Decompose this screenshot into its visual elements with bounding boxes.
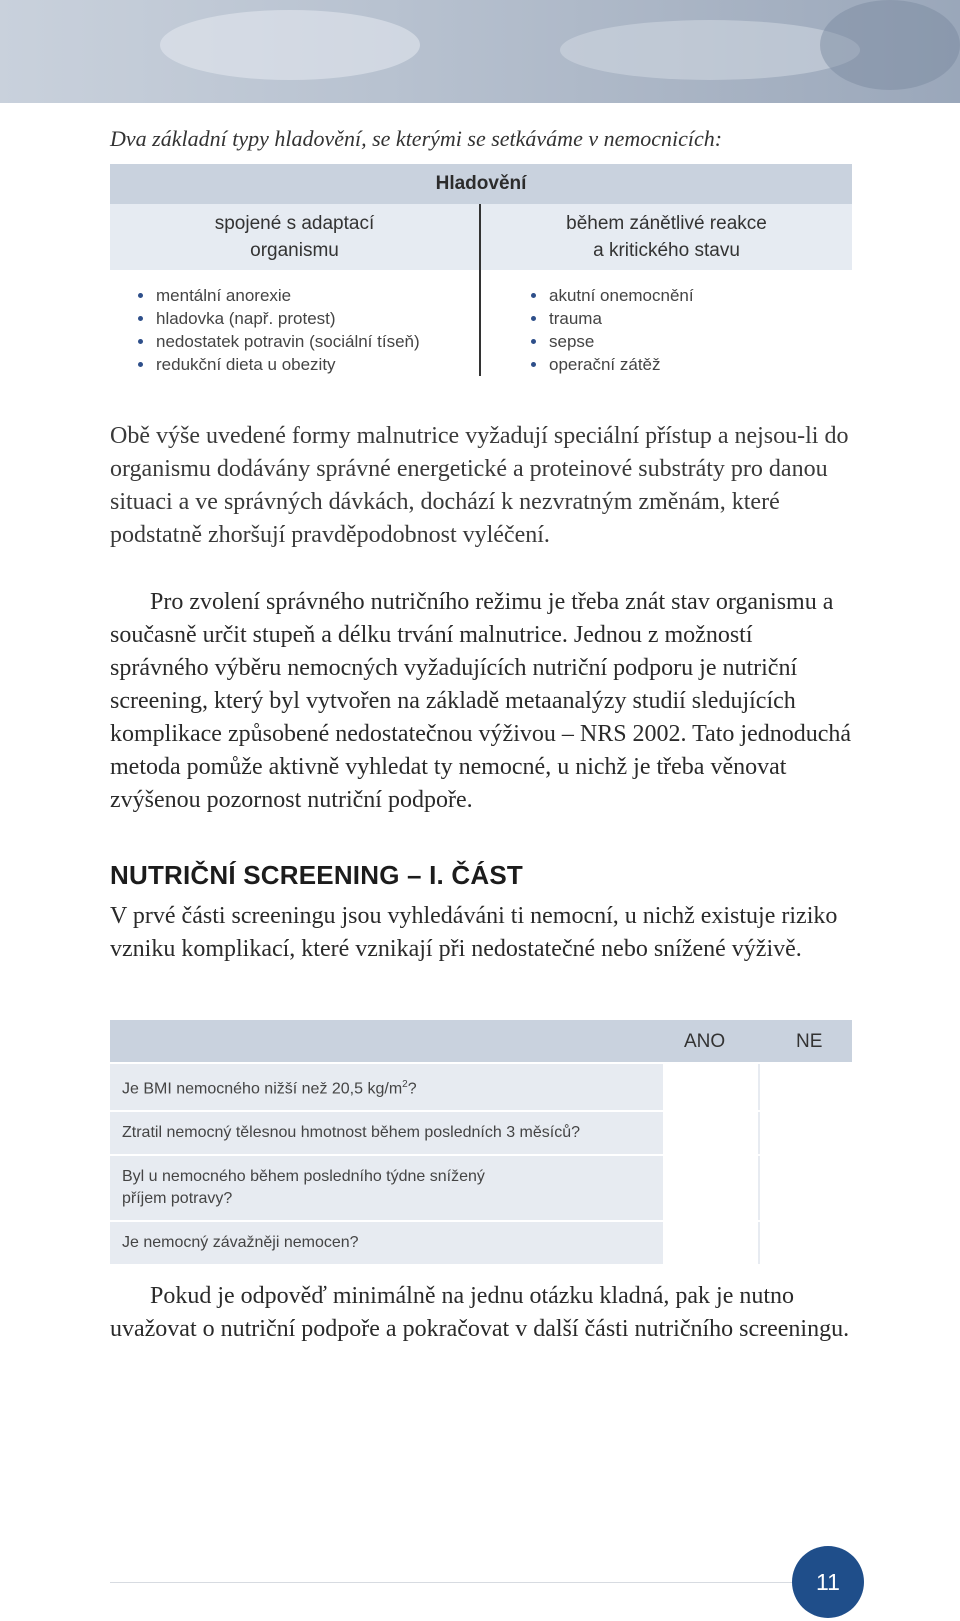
list-item: akutní onemocnění xyxy=(531,284,852,307)
answer-no-cell[interactable] xyxy=(758,1064,852,1110)
paragraph-malnutrition: Obě výše uvedené formy malnutrice vyžadují speciální přístup a nejsou-li do organismu dodávány správné energetické a proteinové substráty pro danou situaci a ve správných dávkách, dochází k nezvratným změnám, které podstatně zhoršují pravděpodobnost vyléčení. xyxy=(110,423,849,548)
adaptation-column xyxy=(110,204,481,376)
section-heading: NUTRIČNÍ SCREENING – I. ČÁST xyxy=(110,860,523,890)
column-yes: ANO xyxy=(684,1031,726,1052)
inflammation-column xyxy=(481,204,852,376)
page-number-badge: 11 xyxy=(792,1546,864,1618)
list-item: hladovka (např. protest) xyxy=(138,307,479,330)
footer-divider xyxy=(110,1582,810,1583)
question-weight-loss: Ztratil nemocný tělesnou hmotnost během posledních 3 měsíců? xyxy=(122,1124,581,1142)
intro-caption: Dva základní typy hladovění, se kterými se setkáváme v nemocnicích: xyxy=(110,126,723,151)
column-heading-right: během zánětlivé reakce a kritického stavu xyxy=(481,204,852,270)
answer-no-cell[interactable] xyxy=(758,1222,852,1264)
column-no: NE xyxy=(796,1031,823,1052)
paragraph-part-one: V prvé části screeningu jsou vyhledáváni ti nemocní, u nichž existuje riziko vzniku komplikací, které vznikají při nedostatečné nebo snížené výživě. xyxy=(110,903,838,962)
answer-yes-cell[interactable] xyxy=(663,1112,757,1154)
question-food-intake: Byl u nemocného během posledního týdne snížený příjem potravy? xyxy=(122,1168,485,1208)
answer-no-cell[interactable] xyxy=(758,1112,852,1154)
left-list xyxy=(110,270,481,376)
answer-yes-cell[interactable] xyxy=(663,1222,757,1264)
table-row xyxy=(110,1154,852,1220)
screening-table xyxy=(110,1020,852,1264)
table-row xyxy=(110,1220,852,1264)
list-item: nedostatek potravin (sociální tíseň) xyxy=(138,330,479,353)
answer-yes-cell[interactable] xyxy=(663,1064,757,1110)
screening-table-header xyxy=(110,1020,852,1062)
paragraph-conclusion: Pokud je odpověď minimálně na jednu otázku kladná, pak je nutno uvažovat o nutriční podpoře a pokračovat v další části nutričního screeningu. xyxy=(110,1283,850,1342)
right-list xyxy=(481,270,852,376)
table-row xyxy=(110,1062,852,1110)
table-row xyxy=(110,1110,852,1154)
question-severity: Je nemocný závažněji nemocen? xyxy=(122,1234,359,1252)
question-bmi: Je BMI nemocného nižší než 20,5 $kg/m^2$? xyxy=(122,1079,417,1098)
paragraph-screening-intro: Pro zvolení správného nutričního režimu je třeba znát stav organismu a současně určit stupeň a délku trvání malnutrice. Jednou z možností správného výběru nemocných vyžadujících nutriční podporu je nutriční screening, který byl vytvořen na základě metaanalýzy studií sledujících komplikace způsobené nedostatečnou výživou – NRS 2002. Tato jednoduchá metoda pomůže aktivně vyhledat ty nemocné, u nichž je třeba věnovat zvýšenou pozornost nutriční podpoře. xyxy=(110,589,852,813)
list-item: operační zátěž xyxy=(531,353,852,376)
list-item: mentální anorexie xyxy=(138,284,479,307)
list-item: redukční dieta u obezity xyxy=(138,353,479,376)
answer-no-cell[interactable] xyxy=(758,1156,852,1220)
header-decoration xyxy=(0,0,960,103)
column-heading-left: spojené s adaptací organismu xyxy=(110,204,481,270)
list-item: trauma xyxy=(531,307,852,330)
starvation-types-table xyxy=(110,164,852,376)
list-item: sepse xyxy=(531,330,852,353)
table-title: Hladovění xyxy=(110,164,852,204)
answer-yes-cell[interactable] xyxy=(663,1156,757,1220)
